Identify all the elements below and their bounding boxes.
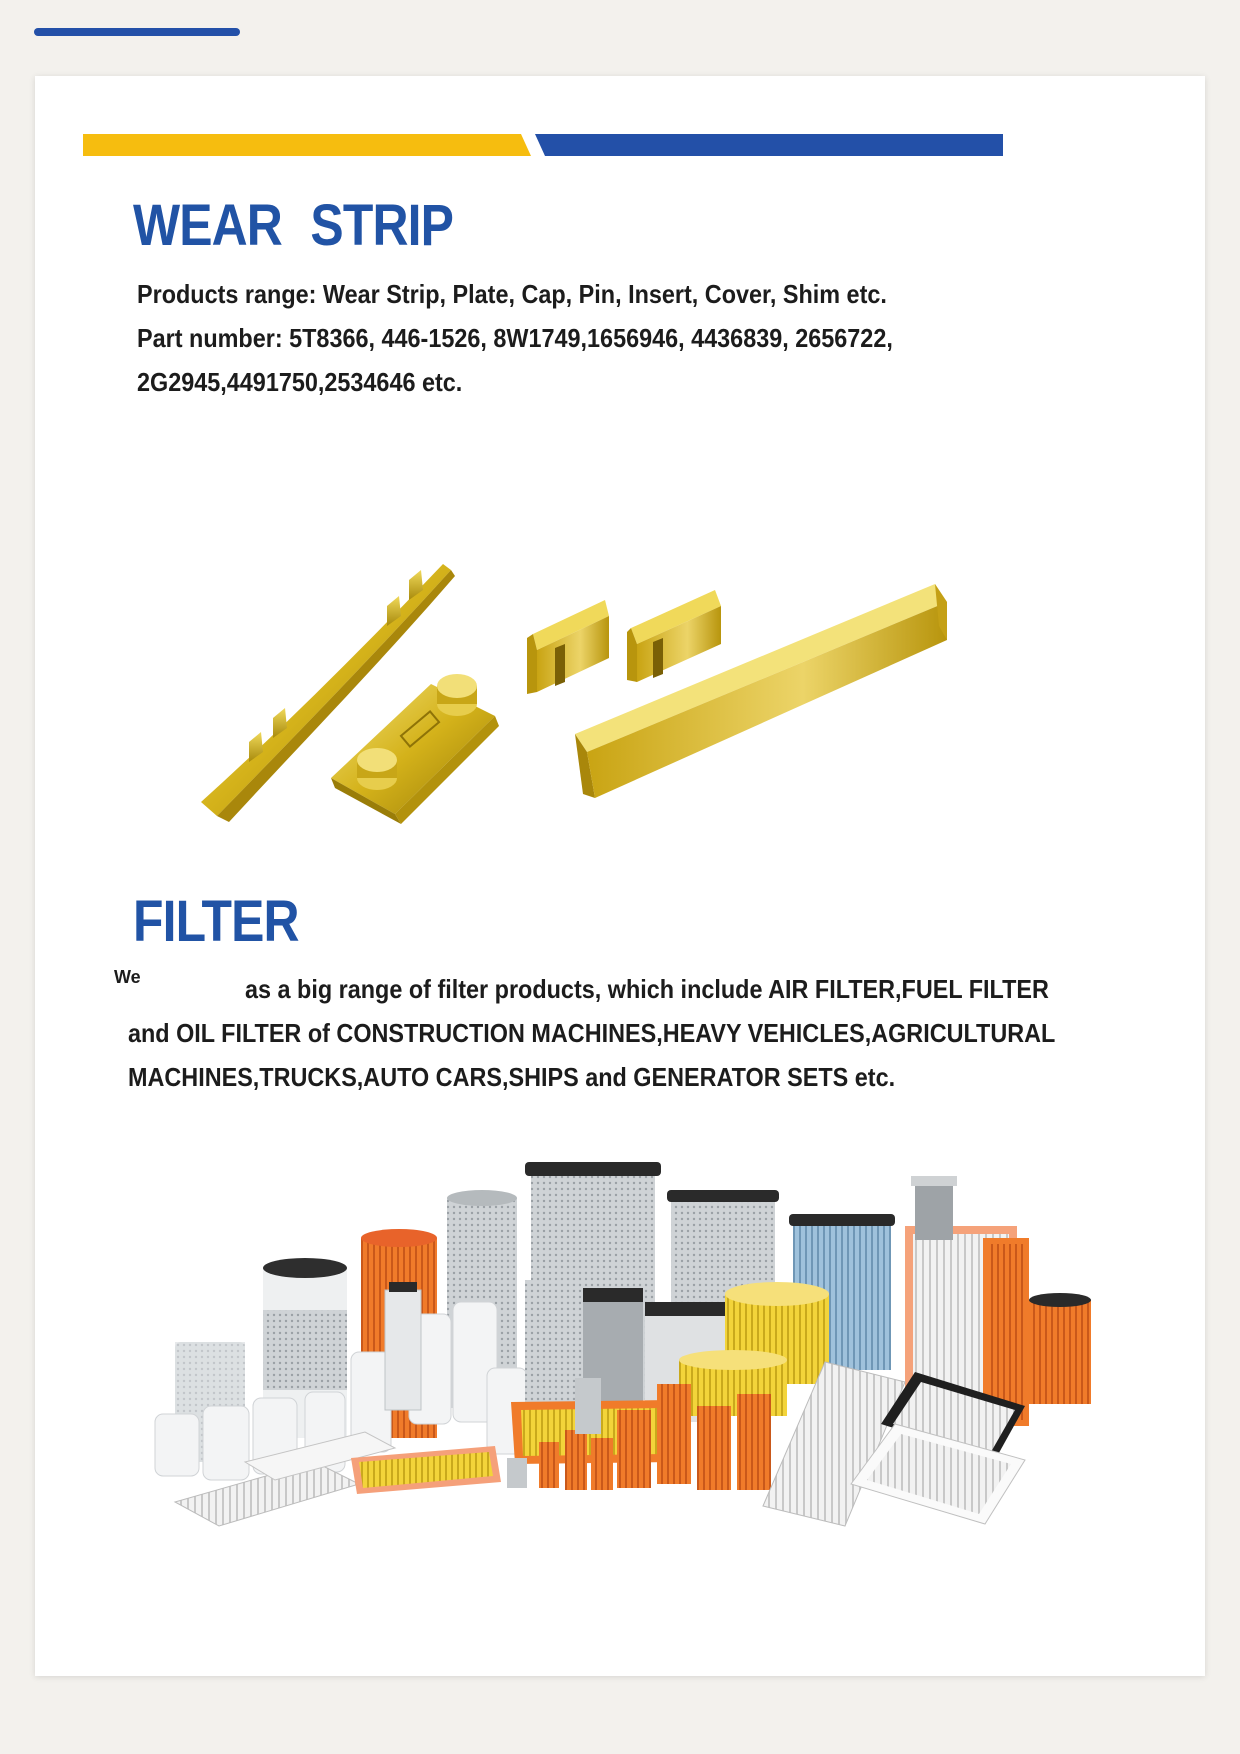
filter-intro-word: We: [114, 967, 141, 987]
wear-strip-products-photo: [195, 516, 1075, 896]
channel-cap-medium: [627, 590, 721, 682]
part-number-text-continued: 2G2945,4491750,2534646 etc.: [137, 367, 463, 397]
wear-strip-title: WEAR STRIP: [133, 193, 454, 258]
wear-plate: [331, 674, 499, 824]
filter-description-line-2: and OIL FILTER of CONSTRUCTION MACHINES,HEAVY VEHICLES,AGRICULTURAL: [128, 1018, 1056, 1048]
fuel-water-separator: [385, 1282, 421, 1410]
filter-products-photo: [145, 1162, 1145, 1622]
filter-title: FILTER: [133, 889, 299, 954]
filter-description-line-1: as a big range of filter products, which include AIR FILTER,FUEL FILTER: [245, 974, 1049, 1004]
brochure-page: [35, 76, 1205, 1676]
channel-cap-small: [527, 600, 609, 694]
products-range-text: Products range: Wear Strip, Plate, Cap, Pin, Insert, Cover, Shim etc.: [137, 279, 887, 309]
fuel-separator-canister: [911, 1176, 957, 1240]
orange-cartridge-right: [1029, 1293, 1091, 1404]
section-banner: [83, 134, 1003, 156]
top-accent-bar: [34, 28, 240, 36]
filter-description-line-3: MACHINES,TRUCKS,AUTO CARS,SHIPS and GENERATOR SETS etc.: [128, 1062, 896, 1092]
part-number-text: Part number: 5T8366, 446-1526, 8W1749,1656946, 4436839, 2656722,: [137, 323, 893, 353]
channel-strip-long: [575, 584, 947, 798]
